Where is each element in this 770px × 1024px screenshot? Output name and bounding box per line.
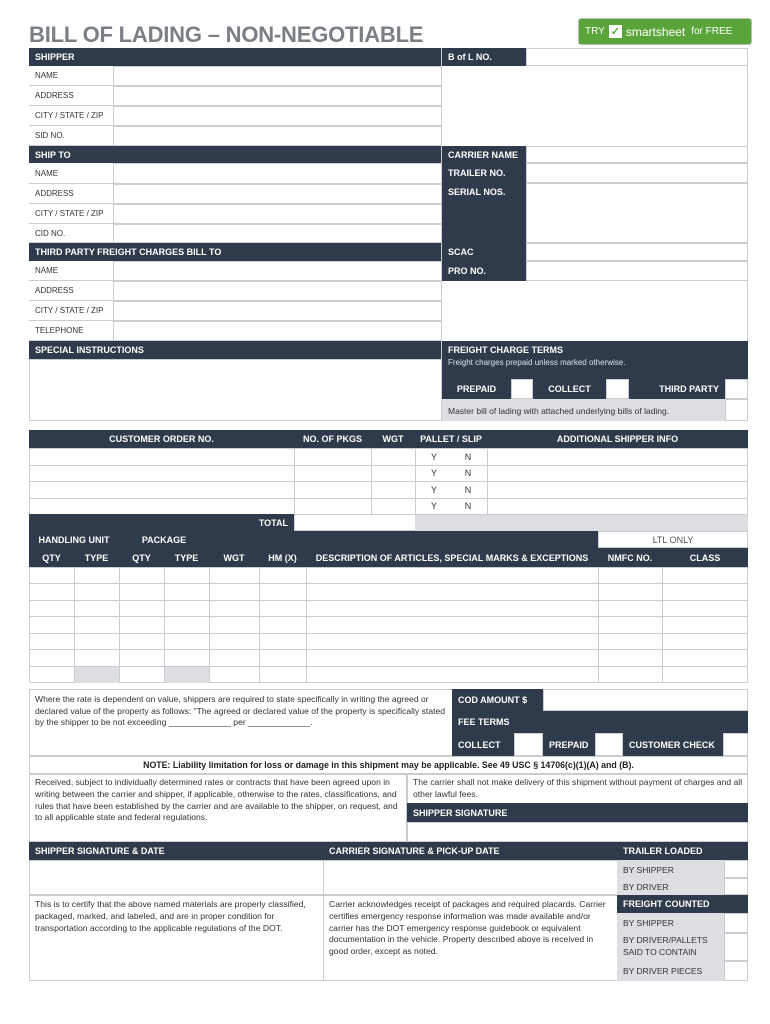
shipper-sig-field[interactable] xyxy=(29,860,324,895)
serial-nos-field[interactable] xyxy=(526,183,748,243)
received-text: Received, subject to individually determined rates or contracts that have been agreed upon in writing between the carrier and shipper, if applicable, otherwise to the rates, classifications, and rules that have been established by the carrier and are available to the shipper, on request, and to all applicable state and federal regulations. xyxy=(35,777,398,823)
carrier-sig-field[interactable] xyxy=(323,860,618,895)
n-row-2[interactable]: N xyxy=(464,468,472,478)
tp-city-field[interactable] xyxy=(113,301,442,321)
tl-by-driver-checkbox[interactable] xyxy=(724,878,748,895)
trailer-no-label: TRAILER NO. xyxy=(442,163,526,183)
col-hu-type: TYPE xyxy=(74,548,119,567)
n-row-4[interactable]: N xyxy=(464,501,472,511)
carrier-sig-date-label: CARRIER SIGNATURE & PICK-UP DATE xyxy=(323,842,617,860)
col-customer-order: CUSTOMER ORDER NO. xyxy=(29,430,294,448)
tl-by-shipper-checkbox[interactable] xyxy=(724,860,748,878)
y-row-3[interactable]: Y xyxy=(430,485,437,495)
shipper-sid-label: SID NO. xyxy=(29,126,113,146)
rate-text: Where the rate is dependent on value, shippers are required to state specifically in writing the agreed or declared value of the property as follows: "The agreed or declared value of the property is specifically stated by the shipper to be not exceeding _____________ per _____________. xyxy=(35,694,446,727)
cod-collect-label: COLLECT xyxy=(452,733,514,756)
ship-to-address-field[interactable] xyxy=(113,184,442,204)
ship-to-city-field[interactable] xyxy=(113,204,442,224)
col-cargo-wgt: WGT xyxy=(209,548,259,567)
ship-to-header: SHIP TO xyxy=(29,146,441,163)
pro-no-field[interactable] xyxy=(526,261,748,281)
master-bol-label: Master bill of lading with attached underlying bills of lading. xyxy=(448,406,670,416)
collect-label: COLLECT xyxy=(533,379,606,399)
carrier-name-label: CARRIER NAME xyxy=(442,146,526,163)
shipper-city-label: CITY / STATE / ZIP xyxy=(29,106,113,126)
total-label: TOTAL xyxy=(29,514,294,531)
by-driver-pallets-label: BY DRIVER/PALLETS SAID TO CONTAIN xyxy=(623,935,708,957)
scac-label: SCAC xyxy=(442,243,526,261)
shipper-sid-field[interactable] xyxy=(113,126,442,146)
tl-by-driver-label: BY DRIVER xyxy=(623,882,669,892)
tp-telephone-label: TELEPHONE xyxy=(29,321,113,341)
ship-to-cid-label: CID NO. xyxy=(29,224,113,243)
shipper-signature-field[interactable] xyxy=(407,822,748,842)
y-row-1[interactable]: Y xyxy=(430,452,437,462)
bol-no-field[interactable] xyxy=(526,48,748,66)
by-driver-pieces-checkbox[interactable] xyxy=(724,961,748,981)
col-pkg-qty: QTY xyxy=(119,548,164,567)
by-driver-pallets-checkbox[interactable] xyxy=(724,933,748,961)
tp-name-label: NAME xyxy=(29,261,113,281)
tp-city-label: CITY / STATE / ZIP xyxy=(29,301,113,321)
y-row-2[interactable]: Y xyxy=(430,468,437,478)
freight-counted-label: FREIGHT COUNTED xyxy=(617,895,748,913)
col-no-pkgs: NO. OF PKGS xyxy=(294,430,371,448)
package-header: PACKAGE xyxy=(119,531,209,548)
cod-amount-label: COD AMOUNT $ xyxy=(452,689,543,711)
collect-checkbox[interactable] xyxy=(606,379,629,399)
try-label: TRY xyxy=(585,26,605,37)
tp-address-label: ADDRESS xyxy=(29,281,113,301)
pro-no-label: PRO NO. xyxy=(442,261,526,281)
tp-address-field[interactable] xyxy=(113,281,442,301)
cargo-header-spacer xyxy=(209,531,598,548)
handling-unit-header: HANDLING UNIT xyxy=(29,531,119,548)
cod-prepaid-label: PREPAID xyxy=(543,733,595,756)
customer-check-checkbox[interactable] xyxy=(723,733,748,756)
n-row-1[interactable]: N xyxy=(464,452,472,462)
ack-text: Carrier acknowledges receipt of packages and required placards. Carrier certifies emergency response information was made available and/or carrier has the DOT emergency response guidebook or equivalent documentation in the vehicle. Property described above is received in good order, except as noted. xyxy=(329,899,606,957)
carrier-name-field[interactable] xyxy=(526,146,748,163)
customer-check-label: CUSTOMER CHECK xyxy=(623,733,723,756)
ship-to-address-label: ADDRESS xyxy=(29,184,113,204)
third-party-checkbox[interactable] xyxy=(725,379,748,399)
brand-label: smartsheet xyxy=(625,24,686,39)
col-wgt: WGT xyxy=(371,430,415,448)
col-hm: HM (X) xyxy=(259,548,306,567)
tp-name-field[interactable] xyxy=(113,261,442,281)
shipper-name-field[interactable] xyxy=(113,66,442,86)
col-pallet-slip: PALLET / SLIP xyxy=(415,430,487,448)
trailer-no-field[interactable] xyxy=(526,163,748,183)
free-label: for FREE xyxy=(691,26,733,37)
bol-no-label: B of L NO. xyxy=(442,48,526,66)
page-title: BILL OF LADING – NON-NEGOTIABLE xyxy=(29,22,424,47)
fee-terms-label: FEE TERMS xyxy=(452,711,748,733)
shipper-header: SHIPPER xyxy=(29,48,441,66)
y-row-4[interactable]: Y xyxy=(430,501,437,511)
serial-nos-label: SERIAL NOS. xyxy=(442,183,526,243)
prepaid-label: PREPAID xyxy=(442,379,511,399)
col-hu-qty: QTY xyxy=(29,548,74,567)
special-instructions-field[interactable] xyxy=(29,359,442,421)
check-icon: ✓ xyxy=(610,26,620,38)
shipper-address-field[interactable] xyxy=(113,86,442,106)
shipper-sig-date-label: SHIPPER SIGNATURE & DATE xyxy=(29,842,323,860)
special-instructions-header: SPECIAL INSTRUCTIONS xyxy=(29,341,441,359)
carrier-delivery-text: The carrier shall not make delivery of this shipment without payment of charges and all other lawful fees. xyxy=(413,777,743,799)
ship-to-city-label: CITY / STATE / ZIP xyxy=(29,204,113,224)
shipper-city-field[interactable] xyxy=(113,106,442,126)
cod-amount-field[interactable] xyxy=(543,689,748,711)
third-party-header: THIRD PARTY FREIGHT CHARGES BILL TO xyxy=(29,243,441,261)
freight-terms-note: Freight charges prepaid unless marked otherwise. xyxy=(448,358,626,367)
cod-prepaid-checkbox[interactable] xyxy=(595,733,623,756)
trailer-loaded-label: TRAILER LOADED xyxy=(617,842,748,860)
col-description: DESCRIPTION OF ARTICLES, SPECIAL MARKS & EXCEPTIONS xyxy=(306,548,598,567)
ship-to-name-field[interactable] xyxy=(113,163,442,184)
try-smartsheet-button[interactable] xyxy=(578,18,752,45)
by-driver-pieces-label: BY DRIVER PIECES xyxy=(623,966,703,976)
shipper-name-label: NAME xyxy=(29,66,113,86)
shipper-signature-label: SHIPPER SIGNATURE xyxy=(407,803,748,822)
certify-text: This is to certify that the above named materials are properly classified, packaged, marked, and labeled, and are in proper condition for transportation according to the applicable regulations of the DOT. xyxy=(35,899,306,933)
freight-terms-header: FREIGHT CHARGE TERMS xyxy=(448,345,564,355)
col-nmfc: NMFC NO. xyxy=(598,548,662,567)
third-party-label: THIRD PARTY xyxy=(629,379,725,399)
master-bol-checkbox[interactable] xyxy=(725,399,748,421)
col-pkg-type: TYPE xyxy=(164,548,209,567)
ship-to-name-label: NAME xyxy=(29,163,113,184)
liability-note: NOTE: Liability limitation for loss or damage in this shipment may be applicable. See 49 USC § 14706(c)(1)(A) and (B). xyxy=(29,756,748,774)
tl-by-shipper-label: BY SHIPPER xyxy=(623,865,674,875)
freight-terms-box xyxy=(442,341,748,379)
shipper-address-label: ADDRESS xyxy=(29,86,113,106)
ship-to-cid-field[interactable] xyxy=(113,224,442,243)
col-additional-info: ADDITIONAL SHIPPER INFO xyxy=(487,430,748,448)
cod-collect-checkbox[interactable] xyxy=(514,733,543,756)
scac-field[interactable] xyxy=(526,243,748,261)
col-class: CLASS xyxy=(662,548,748,567)
fc-by-shipper-label: BY SHIPPER xyxy=(623,918,674,928)
fc-by-shipper-checkbox[interactable] xyxy=(724,913,748,933)
prepaid-checkbox[interactable] xyxy=(511,379,533,399)
ltl-only-label: LTL ONLY xyxy=(598,531,748,548)
n-row-3[interactable]: N xyxy=(464,485,472,495)
tp-telephone-field[interactable] xyxy=(113,321,442,341)
